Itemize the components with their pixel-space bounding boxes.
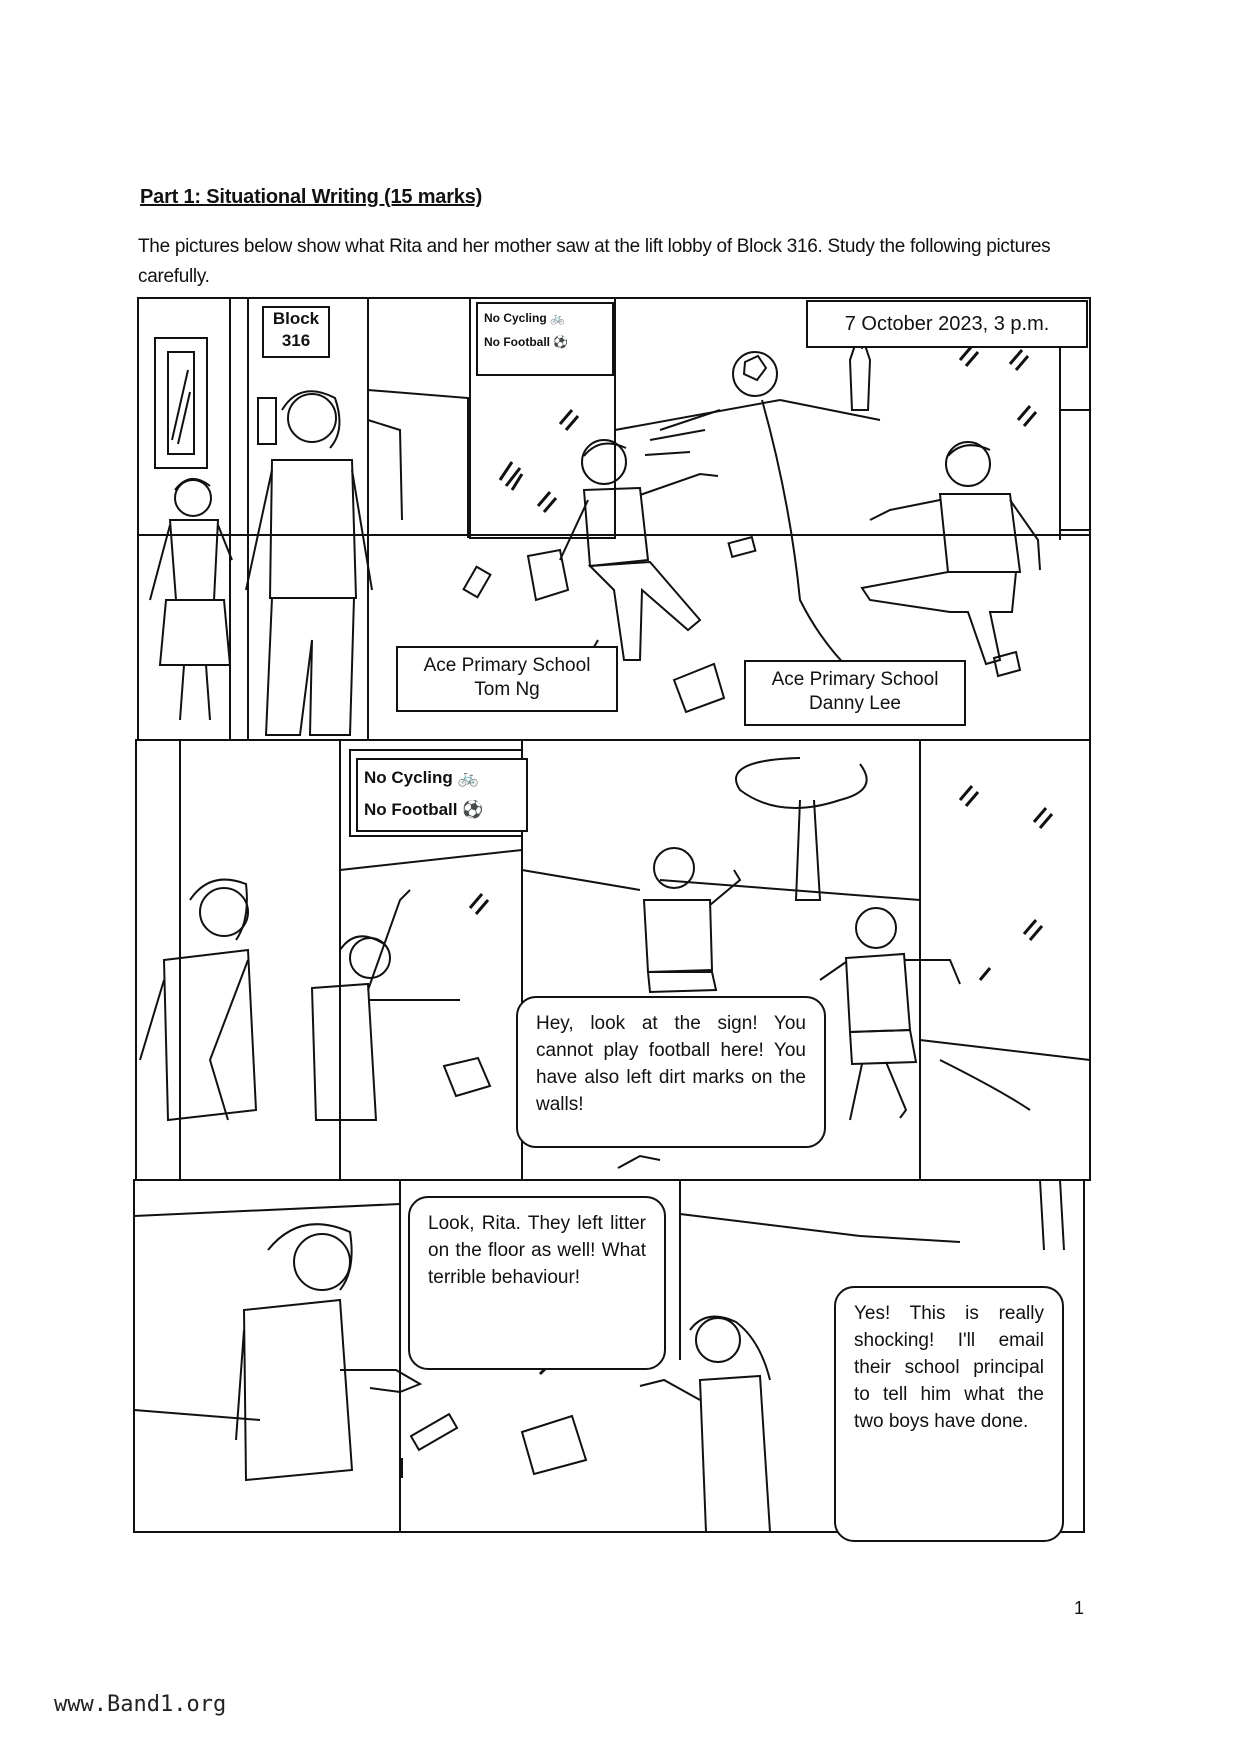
no-football-icon-2: ⚽ — [462, 800, 484, 819]
no-cycling-label-2: No Cycling 🚲 — [364, 768, 479, 787]
tom-name: Tom Ng — [474, 679, 540, 700]
speech-bubble-rita-to-boys: Hey, look at the sign! You cannot play football here! You have also left dirt marks on the walls! — [516, 996, 826, 1148]
block-sign-line-2: 316 — [281, 331, 311, 350]
footer-watermark: www.Band1.org — [54, 1692, 227, 1717]
speech-bubble-mother: Look, Rita. They left litter on the floor as well! What terrible behaviour! — [408, 1196, 666, 1370]
rules-sign-panel-1 — [476, 302, 614, 376]
no-cycling-label: No Cycling 🚲 — [484, 311, 565, 325]
page-number: 1 — [1074, 1598, 1085, 1618]
page-heading: Part 1: Situational Writing (15 marks) — [140, 186, 483, 208]
name-tag-tom — [396, 646, 618, 712]
no-cycling-icon-2: 🚲 — [457, 768, 479, 787]
tom-school: Ace Primary School — [423, 655, 591, 676]
speech-bubble-rita-reply: Yes! This is really shocking! I'll email their school principal to tell him what the two boys have done. — [834, 1286, 1064, 1542]
intro-text: The pictures below show what Rita and her mother saw at the lift lobby of Block 316. Study the following pictures carefully. — [138, 236, 1051, 287]
no-football-icon: ⚽ — [553, 335, 569, 349]
block-sign-line-1: Block — [272, 309, 320, 328]
no-cycling-icon: 🚲 — [550, 311, 565, 325]
no-football-label-2: No Football ⚽ — [364, 800, 484, 819]
name-tag-danny — [744, 660, 966, 726]
no-football-label: No Football ⚽ — [484, 335, 569, 349]
date-caption: 7 October 2023, 3 p.m. — [806, 300, 1088, 348]
danny-name: Danny Lee — [809, 693, 901, 714]
danny-school: Ace Primary School — [771, 669, 939, 690]
rules-sign-panel-2 — [356, 758, 528, 832]
block-sign — [262, 306, 330, 358]
